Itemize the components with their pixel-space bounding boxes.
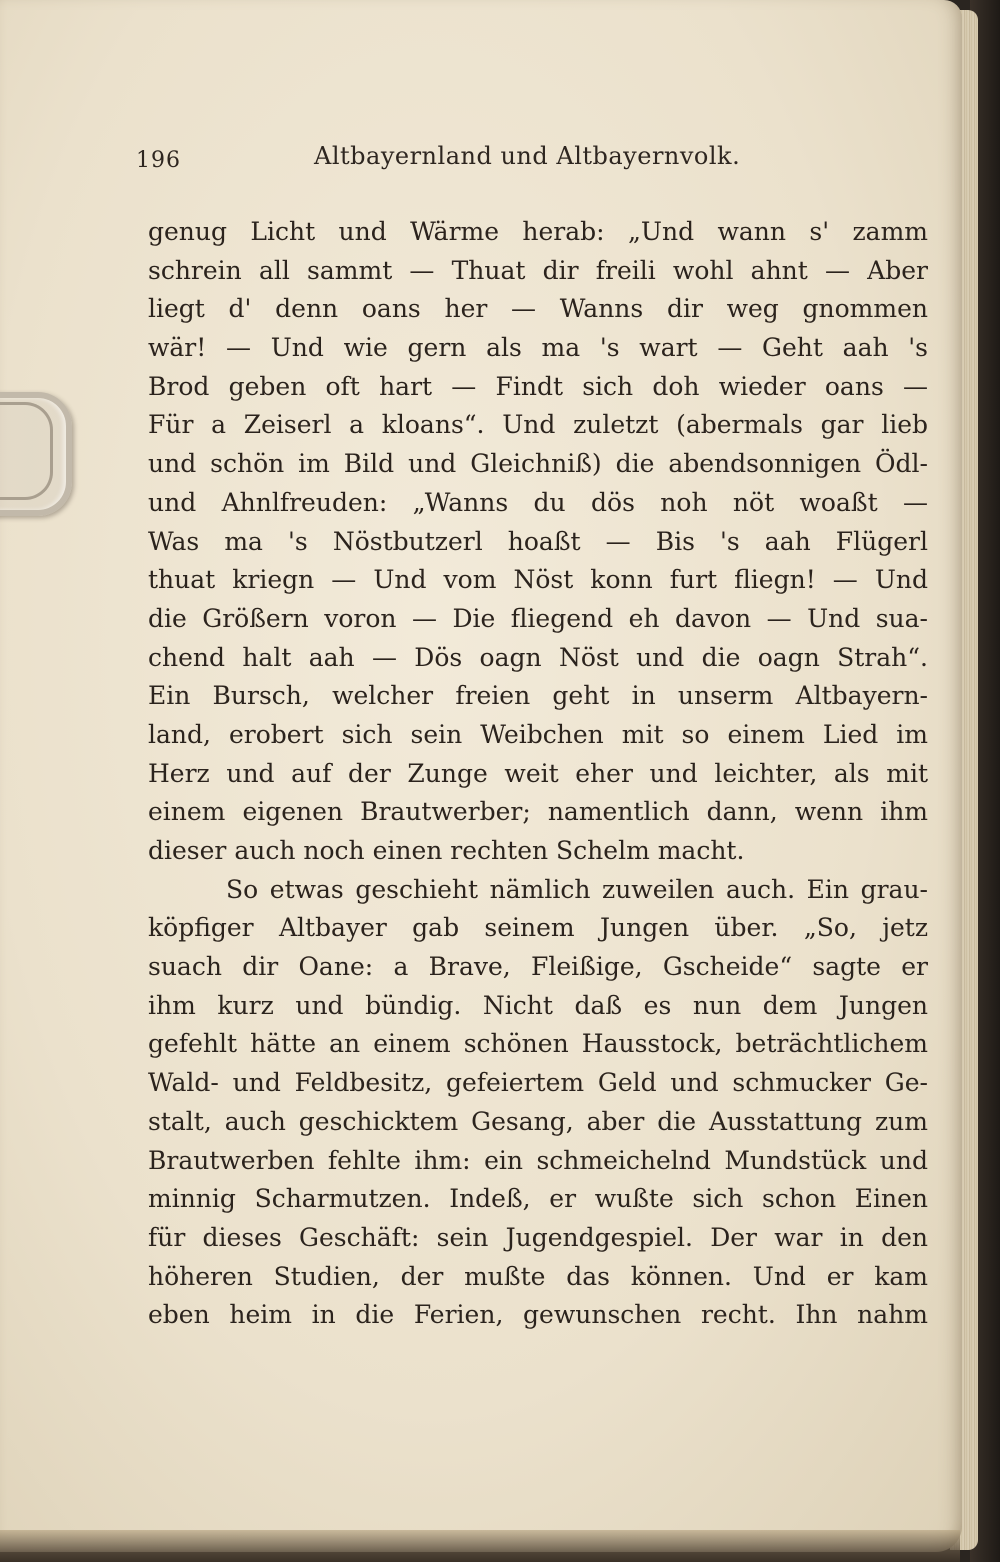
text-line: wär! — Und wie gern als ma 's wart — Geht aah 's [148, 333, 928, 363]
text-line: minnig Scharmutzen. Indeß, er wußte sich schon Einen [148, 1184, 928, 1214]
text-line: und schön im Bild und Gleichniß) die abendsonnigen Ödl- [148, 449, 928, 479]
body-text [148, 213, 928, 1335]
text-line: für dieses Geschäft: sein Jugendgespiel. Der war in den [148, 1222, 928, 1252]
text-line: ihm kurz und bündig. Nicht daß es nun dem Jungen [148, 990, 928, 1020]
page-number: 196 [136, 148, 181, 173]
text-line: schrein all sammt — Thuat dir freili wohl ahnt — Aber [148, 255, 928, 285]
text-line: und Ahnlfreuden: „Wanns du dös noh nöt woaßt — [148, 487, 928, 517]
text-line: eben heim in die Ferien, gewunschen recht. Ihn nahm [148, 1300, 928, 1330]
text-line: suach dir Oane: a Brave, Fleißige, Gscheide“ sagte er [148, 952, 928, 982]
text-line: einem eigenen Brautwerber; namentlich dann, wenn ihm [148, 797, 928, 827]
text-line: Wald- und Feldbesitz, gefeiertem Geld und schmucker Ge- [148, 1068, 928, 1098]
running-head [0, 140, 962, 180]
text-line: thuat kriegn — Und vom Nöst konn furt fliegn! — Und [148, 565, 928, 595]
text-line: Brod geben oft hart — Findt sich doh wieder oans — [148, 371, 928, 401]
text-line: So etwas geschieht nämlich zuweilen auch. Ein grau- [226, 874, 928, 904]
text-line: höheren Studien, der mußte das können. Und er kam [148, 1261, 928, 1291]
text-line: genug Licht und Wärme herab: „Und wann s' zamm [148, 217, 928, 246]
text-line: Brautwerben fehlte ihm: ein schmeichelnd Mundstück und [148, 1145, 928, 1175]
text-line: Für a Zeiserl a kloans“. Und zuletzt (abermals gar lieb [148, 410, 928, 440]
text-line: stalt, auch geschicktem Gesang, aber die Ausstattung zum [148, 1106, 928, 1136]
text-line: die Größern voron — Die fliegend eh davon — Und sua- [148, 603, 928, 633]
text-line: Ein Bursch, welcher freien geht in unserm Altbayern- [148, 681, 928, 711]
text-line: köpfiger Altbayer gab seinem Jungen über. „So, jetz [148, 913, 928, 943]
text-line: dieser auch noch einen rechten Schelm macht. [148, 836, 745, 865]
text-line: gefehlt hätte an einem schönen Hausstock, beträchtlichem [148, 1029, 928, 1059]
text-line: Was ma 's Nöstbutzerl hoaßt — Bis 's aah Flügerl [148, 526, 928, 556]
page-bottom-edge [0, 1530, 960, 1562]
text-line: land, erobert sich sein Weibchen mit so einem Lied im [148, 719, 928, 749]
page-clip-inner [0, 402, 53, 500]
text-line: liegt d' denn oans her — Wanns dir weg gnommen [148, 294, 928, 324]
text-line: chend halt aah — Dös oagn Nöst und die oagn Strah“. [148, 642, 928, 672]
text-line: Herz und auf der Zunge weit eher und leichter, als mit [148, 758, 928, 788]
running-title: Altbayernland und Altbayernvolk. [314, 142, 741, 170]
